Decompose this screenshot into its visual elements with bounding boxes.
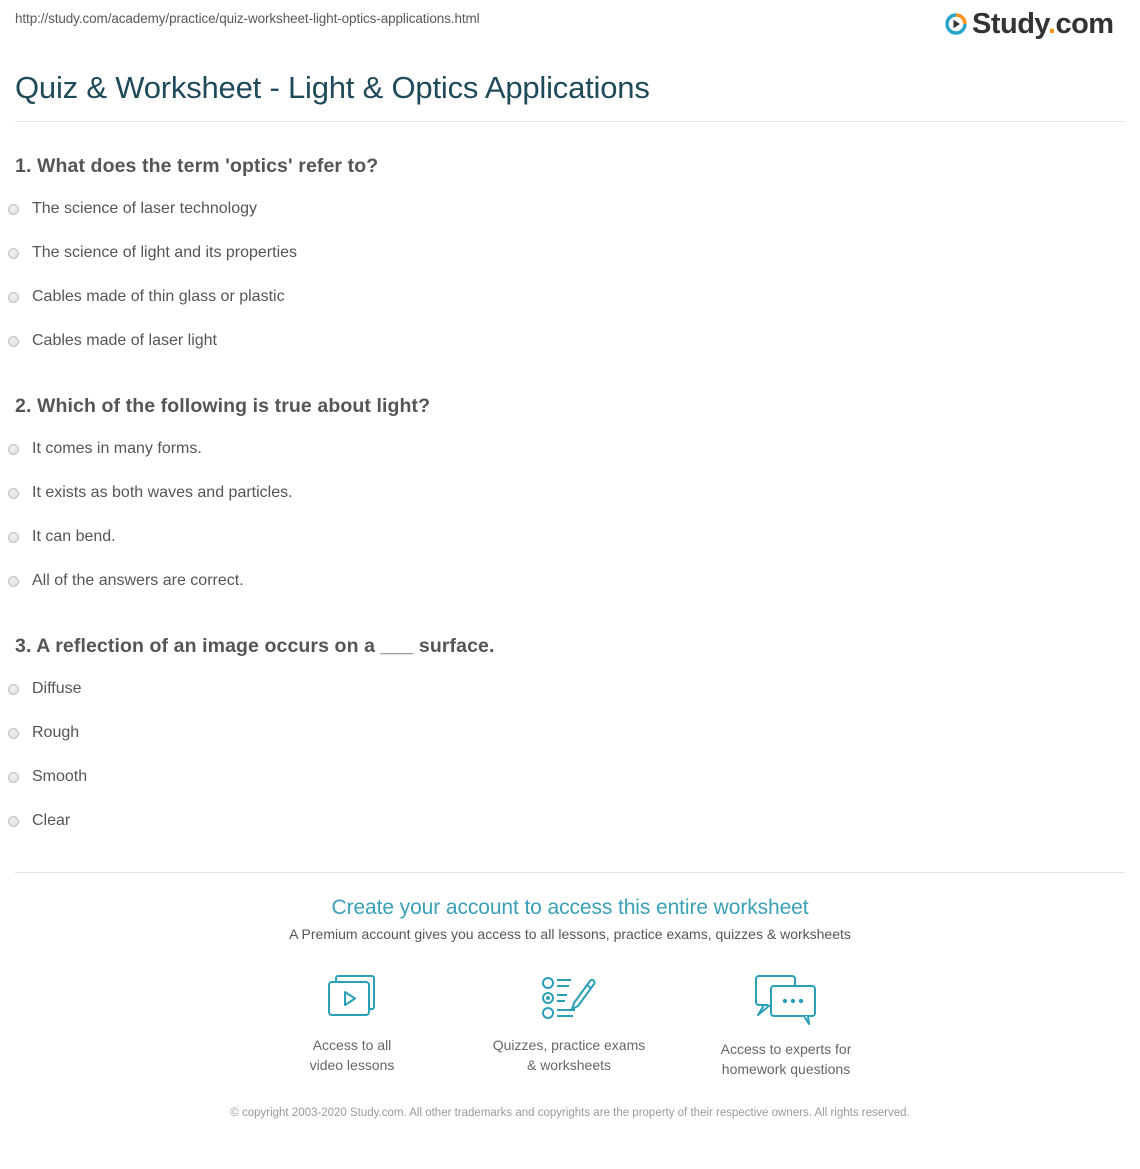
chat-bubbles-icon (686, 975, 886, 1025)
radio-button[interactable] (8, 204, 19, 215)
question-1 (15, 155, 378, 178)
option-label: It comes in many forms. (32, 440, 202, 457)
option-label: All of the answers are correct. (32, 572, 244, 589)
title-divider (15, 121, 1125, 122)
radio-button[interactable] (8, 576, 19, 587)
option-label: Diffuse (32, 680, 82, 697)
cta-divider (15, 872, 1125, 873)
answer-option[interactable] (8, 200, 257, 218)
option-label: The science of laser technology (32, 200, 258, 217)
question-3 (15, 635, 495, 658)
option-label: Rough (32, 724, 80, 741)
video-lessons-icon (252, 975, 452, 1021)
question-title: 1. What does the term 'optics' refer to? (15, 155, 379, 177)
option-label: It exists as both waves and particles. (32, 484, 293, 501)
radio-button[interactable] (8, 336, 19, 347)
option-label: Smooth (32, 768, 88, 785)
option-label: Cables made of laser light (32, 332, 217, 349)
answer-option[interactable] (8, 572, 244, 590)
study-logo[interactable] (945, 8, 1114, 40)
option-label: Cables made of thin glass or plastic (32, 288, 285, 305)
page-title: Quiz & Worksheet - Light & Optics Applications (15, 70, 650, 105)
radio-button[interactable] (8, 248, 19, 259)
feature-quizzes (469, 975, 669, 1075)
answer-option[interactable] (8, 812, 70, 830)
page-url: http://study.com/academy/practice/quiz-worksheet-light-optics-applications.html (15, 11, 480, 26)
radio-button[interactable] (8, 444, 19, 455)
feature-label: Access to all video lessons (309, 1037, 395, 1073)
answer-option[interactable] (8, 768, 87, 786)
radio-button[interactable] (8, 292, 19, 303)
feature-label: Quizzes, practice exams & worksheets (492, 1037, 646, 1073)
play-circle-logo-icon (945, 13, 967, 35)
radio-button[interactable] (8, 816, 19, 827)
option-label: Clear (32, 812, 71, 829)
feature-video-lessons (252, 975, 452, 1075)
answer-option[interactable] (8, 440, 202, 458)
answer-option[interactable] (8, 244, 297, 262)
question-title: 2. Which of the following is true about light? (15, 395, 431, 417)
question-2 (15, 395, 430, 418)
radio-button[interactable] (8, 532, 19, 543)
logo-text: Study.com (972, 8, 1114, 40)
quiz-checklist-icon (469, 975, 669, 1021)
feature-label: Access to experts for homework questions (720, 1041, 852, 1077)
radio-button[interactable] (8, 684, 19, 695)
option-label: It can bend. (32, 528, 116, 545)
radio-button[interactable] (8, 488, 19, 499)
answer-option[interactable] (8, 724, 79, 742)
answer-option[interactable] (8, 332, 217, 350)
radio-button[interactable] (8, 772, 19, 783)
radio-button[interactable] (8, 728, 19, 739)
answer-option[interactable] (8, 680, 82, 698)
answer-option[interactable] (8, 484, 293, 502)
question-title: 3. A reflection of an image occurs on a ___ surface. (15, 635, 495, 657)
cta-title[interactable]: Create your account to access this entire worksheet (331, 896, 809, 919)
answer-option[interactable] (8, 288, 285, 306)
cta-subtitle: A Premium account gives you access to all lessons, practice exams, quizzes & worksheets (289, 926, 851, 942)
copyright-notice: © copyright 2003-2020 Study.com. All other trademarks and copyrights are the property of their respective owners. All rights reserved. (230, 1107, 910, 1119)
option-label: The science of light and its properties (32, 244, 298, 261)
answer-option[interactable] (8, 528, 116, 546)
feature-experts (686, 975, 886, 1079)
